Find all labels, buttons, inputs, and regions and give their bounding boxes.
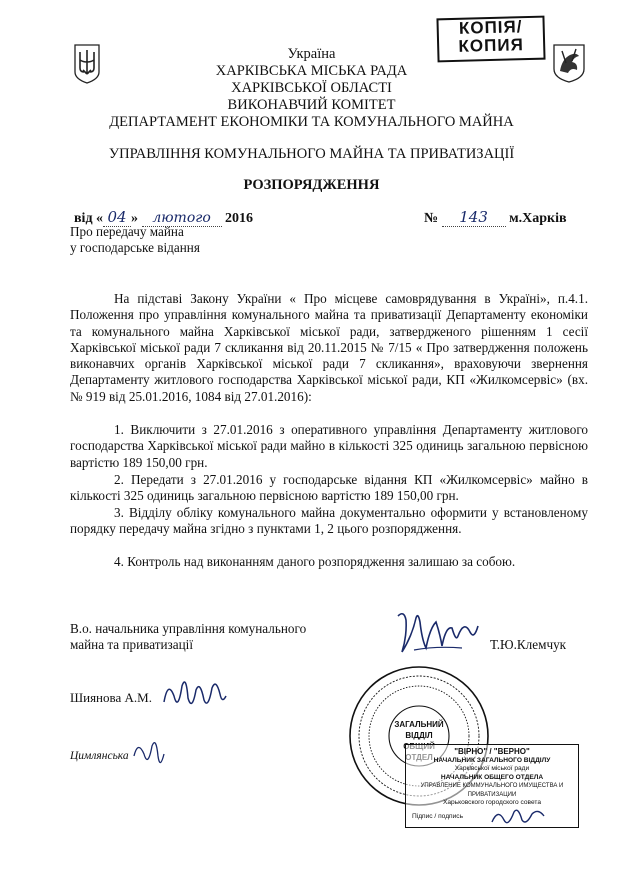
round-stamp-center-line1: ЗАГАЛЬНИЙ bbox=[394, 720, 444, 729]
subject-line2: у господарське відання bbox=[70, 240, 200, 255]
header-office: УПРАВЛІННЯ КОМУНАЛЬНОГО МАЙНА ТА ПРИВАТИЗАЦІЇ bbox=[108, 146, 515, 162]
subject-line1: Про передачу майна bbox=[70, 224, 184, 239]
document-number bbox=[424, 208, 567, 227]
prepared-by-name: Шиянова А.М. bbox=[70, 690, 152, 705]
verno-stamp-line3: Харківської міської ради bbox=[454, 765, 530, 773]
verno-stamp-line4: НАЧАЛЬНИК ОБЩЕГО ОТДЕЛА bbox=[440, 773, 544, 781]
header-region: ХАРКІВСЬКОЇ ОБЛАСТІ bbox=[231, 80, 392, 96]
signatory-title-line2: майна та приватизації bbox=[70, 637, 193, 652]
header-committee: ВИКОНАВЧИЙ КОМІТЕТ bbox=[227, 97, 396, 113]
signatory-title bbox=[70, 621, 306, 653]
item-1: 1. Виключити з 27.01.2016 з оперативного управління Департаменту житлового господарства Харківської міської ради майно в кількості 325 одиниць загальною первісною вартістю 189 150,00 грн. bbox=[70, 422, 588, 470]
date-month: лютого bbox=[142, 210, 222, 227]
header-council: ХАРКІВСЬКА МІСЬКА РАДА bbox=[215, 63, 408, 79]
executor-name: Цимлянська bbox=[70, 750, 129, 762]
number-value: 143 bbox=[442, 208, 506, 227]
verno-stamp-title: "ВІРНО" / "ВЕРНО" bbox=[454, 747, 530, 756]
number-prefix: № bbox=[424, 211, 439, 226]
preamble-paragraph: На підставі Закону України « Про місцеве самоврядування в Україні», п.4.1. Положення про управління комунального майна та приватизації Департаменту економіки та комунального майна Харківської міської ради, затвердженого рішенням 1 сесії Харківської міської ради 7 скликання від 20.11.2015 № 7/15 « Про затвердження положень виконавчих органів Харківської міської ради 7 скликання», враховуючи звернення Департаменту житлового господарства Харківської міської ради, КП «Жилкомсервіс» (вх. № 919 від 25.01.2016, 1084 від 27.01.2016): bbox=[70, 291, 588, 404]
copy-stamp-line2: КОПИЯ bbox=[458, 35, 525, 56]
item-2: 2. Передати з 27.01.2016 у господарське відання КП «Жилкомсервіс» майно в кількості 325 одиниць загальною первісною вартістю 189 150,00 грн. bbox=[70, 472, 588, 504]
verno-stamp-line5: УПРАВЛЕНИЕ КОММУНАЛЬНОГО ИМУЩЕСТВА И ПРИВАТИЗАЦИИ bbox=[420, 783, 564, 798]
date-mid: » bbox=[131, 211, 139, 226]
item-4: 4. Контроль над виконанням даного розпорядження залишаю за собою. bbox=[114, 554, 516, 569]
header-department: ДЕПАРТАМЕНТ ЕКОНОМІКИ ТА КОМУНАЛЬНОГО МАЙНА bbox=[109, 114, 514, 130]
executor-signature bbox=[128, 736, 168, 772]
city: м.Харків bbox=[509, 211, 567, 226]
prepared-by-signature bbox=[160, 672, 230, 720]
copy-stamp-line1: КОПІЯ/ bbox=[458, 17, 523, 38]
date-year: 2016 bbox=[225, 211, 254, 226]
document-type: РОЗПОРЯДЖЕННЯ bbox=[243, 177, 380, 193]
signatory-title-line1: В.о. начальника управління комунального bbox=[70, 621, 307, 636]
main-signature bbox=[392, 606, 482, 661]
header-country: Україна bbox=[287, 46, 336, 62]
verno-signature bbox=[488, 802, 548, 830]
subject bbox=[70, 224, 200, 256]
signatory-name: Т.Ю.Клемчук bbox=[490, 637, 567, 652]
date-day: 04 bbox=[103, 208, 131, 227]
item-3: 3. Відділу обліку комунального майна документально оформити у встановленому порядку передачу майна згідно з пунктами 1, 2 цього розпорядження. bbox=[70, 505, 588, 537]
round-stamp-center-line2: ВІДДІЛ bbox=[405, 731, 433, 740]
verno-stamp-line2: НАЧАЛЬНИК ЗАГАЛЬНОГО ВІДДІЛУ bbox=[433, 757, 551, 764]
date-prefix: від « bbox=[74, 211, 104, 226]
verno-stamp-line6: Харьковского городского совета bbox=[442, 799, 542, 807]
verno-stamp-line7: Підпис / подпись bbox=[412, 813, 464, 821]
